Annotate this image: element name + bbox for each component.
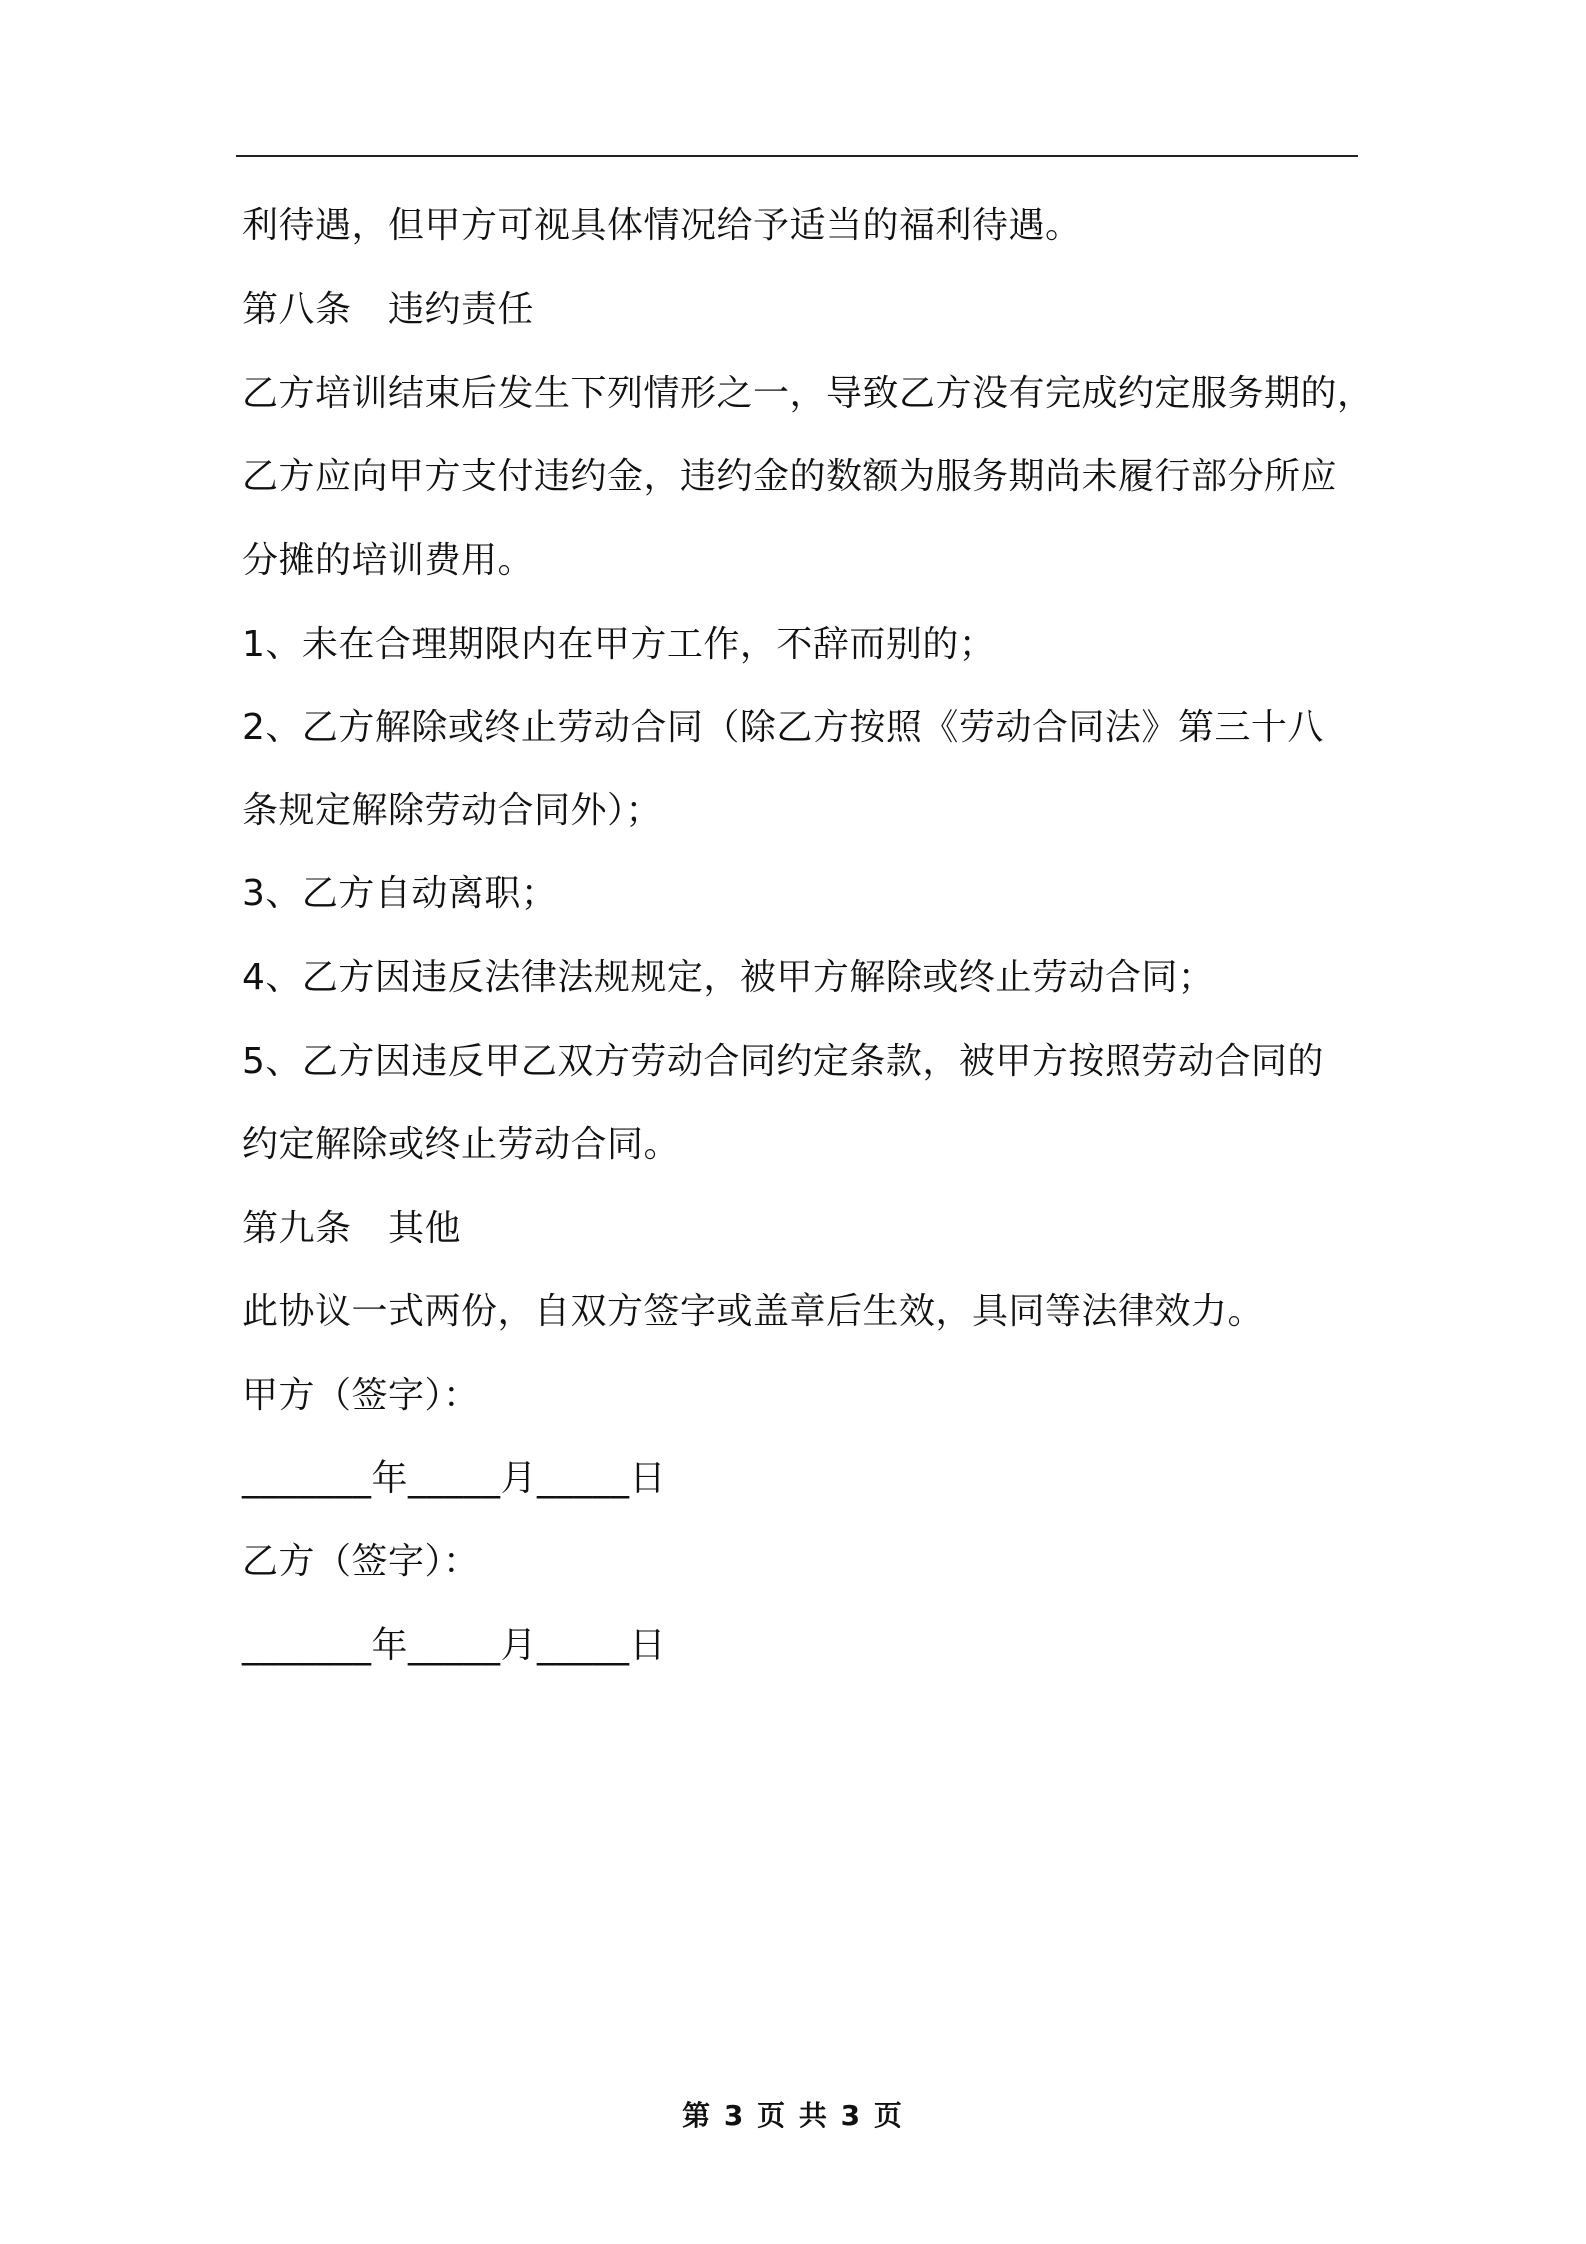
header-rule — [236, 155, 1358, 157]
article-8-paragraph-line-1: 乙方培训结束后发生下列情形之一，导致乙方没有完成约定服务期的， — [242, 373, 1374, 414]
page-number: 第 3 页 共 3 页 — [682, 2099, 904, 2132]
list-item-4: 4、乙方因违反法律法规规定，被甲方解除或终止劳动合同； — [242, 957, 1215, 998]
party-b-signature-label: 乙方（签字）： — [242, 1541, 480, 1582]
list-item-1: 1、未在合理期限内在甲方工作，不辞而别的； — [242, 624, 996, 665]
party-a-signature-label: 甲方（签字）： — [242, 1375, 480, 1416]
welfare-continuation-line: 利待遇，但甲方可视具体情况给予适当的福利待遇。 — [242, 205, 1082, 246]
list-item-2-line-2: 条规定解除劳动合同外）； — [242, 790, 663, 831]
list-item-5-line-1: 5、乙方因违反甲乙双方劳动合同约定条款，被甲方按照劳动合同的 — [242, 1041, 1324, 1082]
article-9-paragraph: 此协议一式两份，自双方签字或盖章后生效，具同等法律效力。 — [242, 1291, 1265, 1332]
party-a-date-blank: _______年_____月_____日 — [242, 1458, 666, 1499]
list-item-2-line-1: 2、乙方解除或终止劳动合同（除乙方按照《劳动合同法》第三十八 — [242, 707, 1324, 748]
article-9-heading: 第九条 其他 — [242, 1208, 462, 1249]
party-b-date-blank: _______年_____月_____日 — [242, 1625, 666, 1666]
article-8-paragraph-line-2: 乙方应向甲方支付违约金，违约金的数额为服务期尚未履行部分所应 — [242, 456, 1338, 497]
article-8-heading: 第八条 违约责任 — [242, 289, 535, 330]
list-item-5-line-2: 约定解除或终止劳动合同。 — [242, 1124, 681, 1165]
article-8-paragraph-line-3: 分摊的培训费用。 — [242, 540, 535, 581]
list-item-3: 3、乙方自动离职； — [242, 873, 558, 914]
